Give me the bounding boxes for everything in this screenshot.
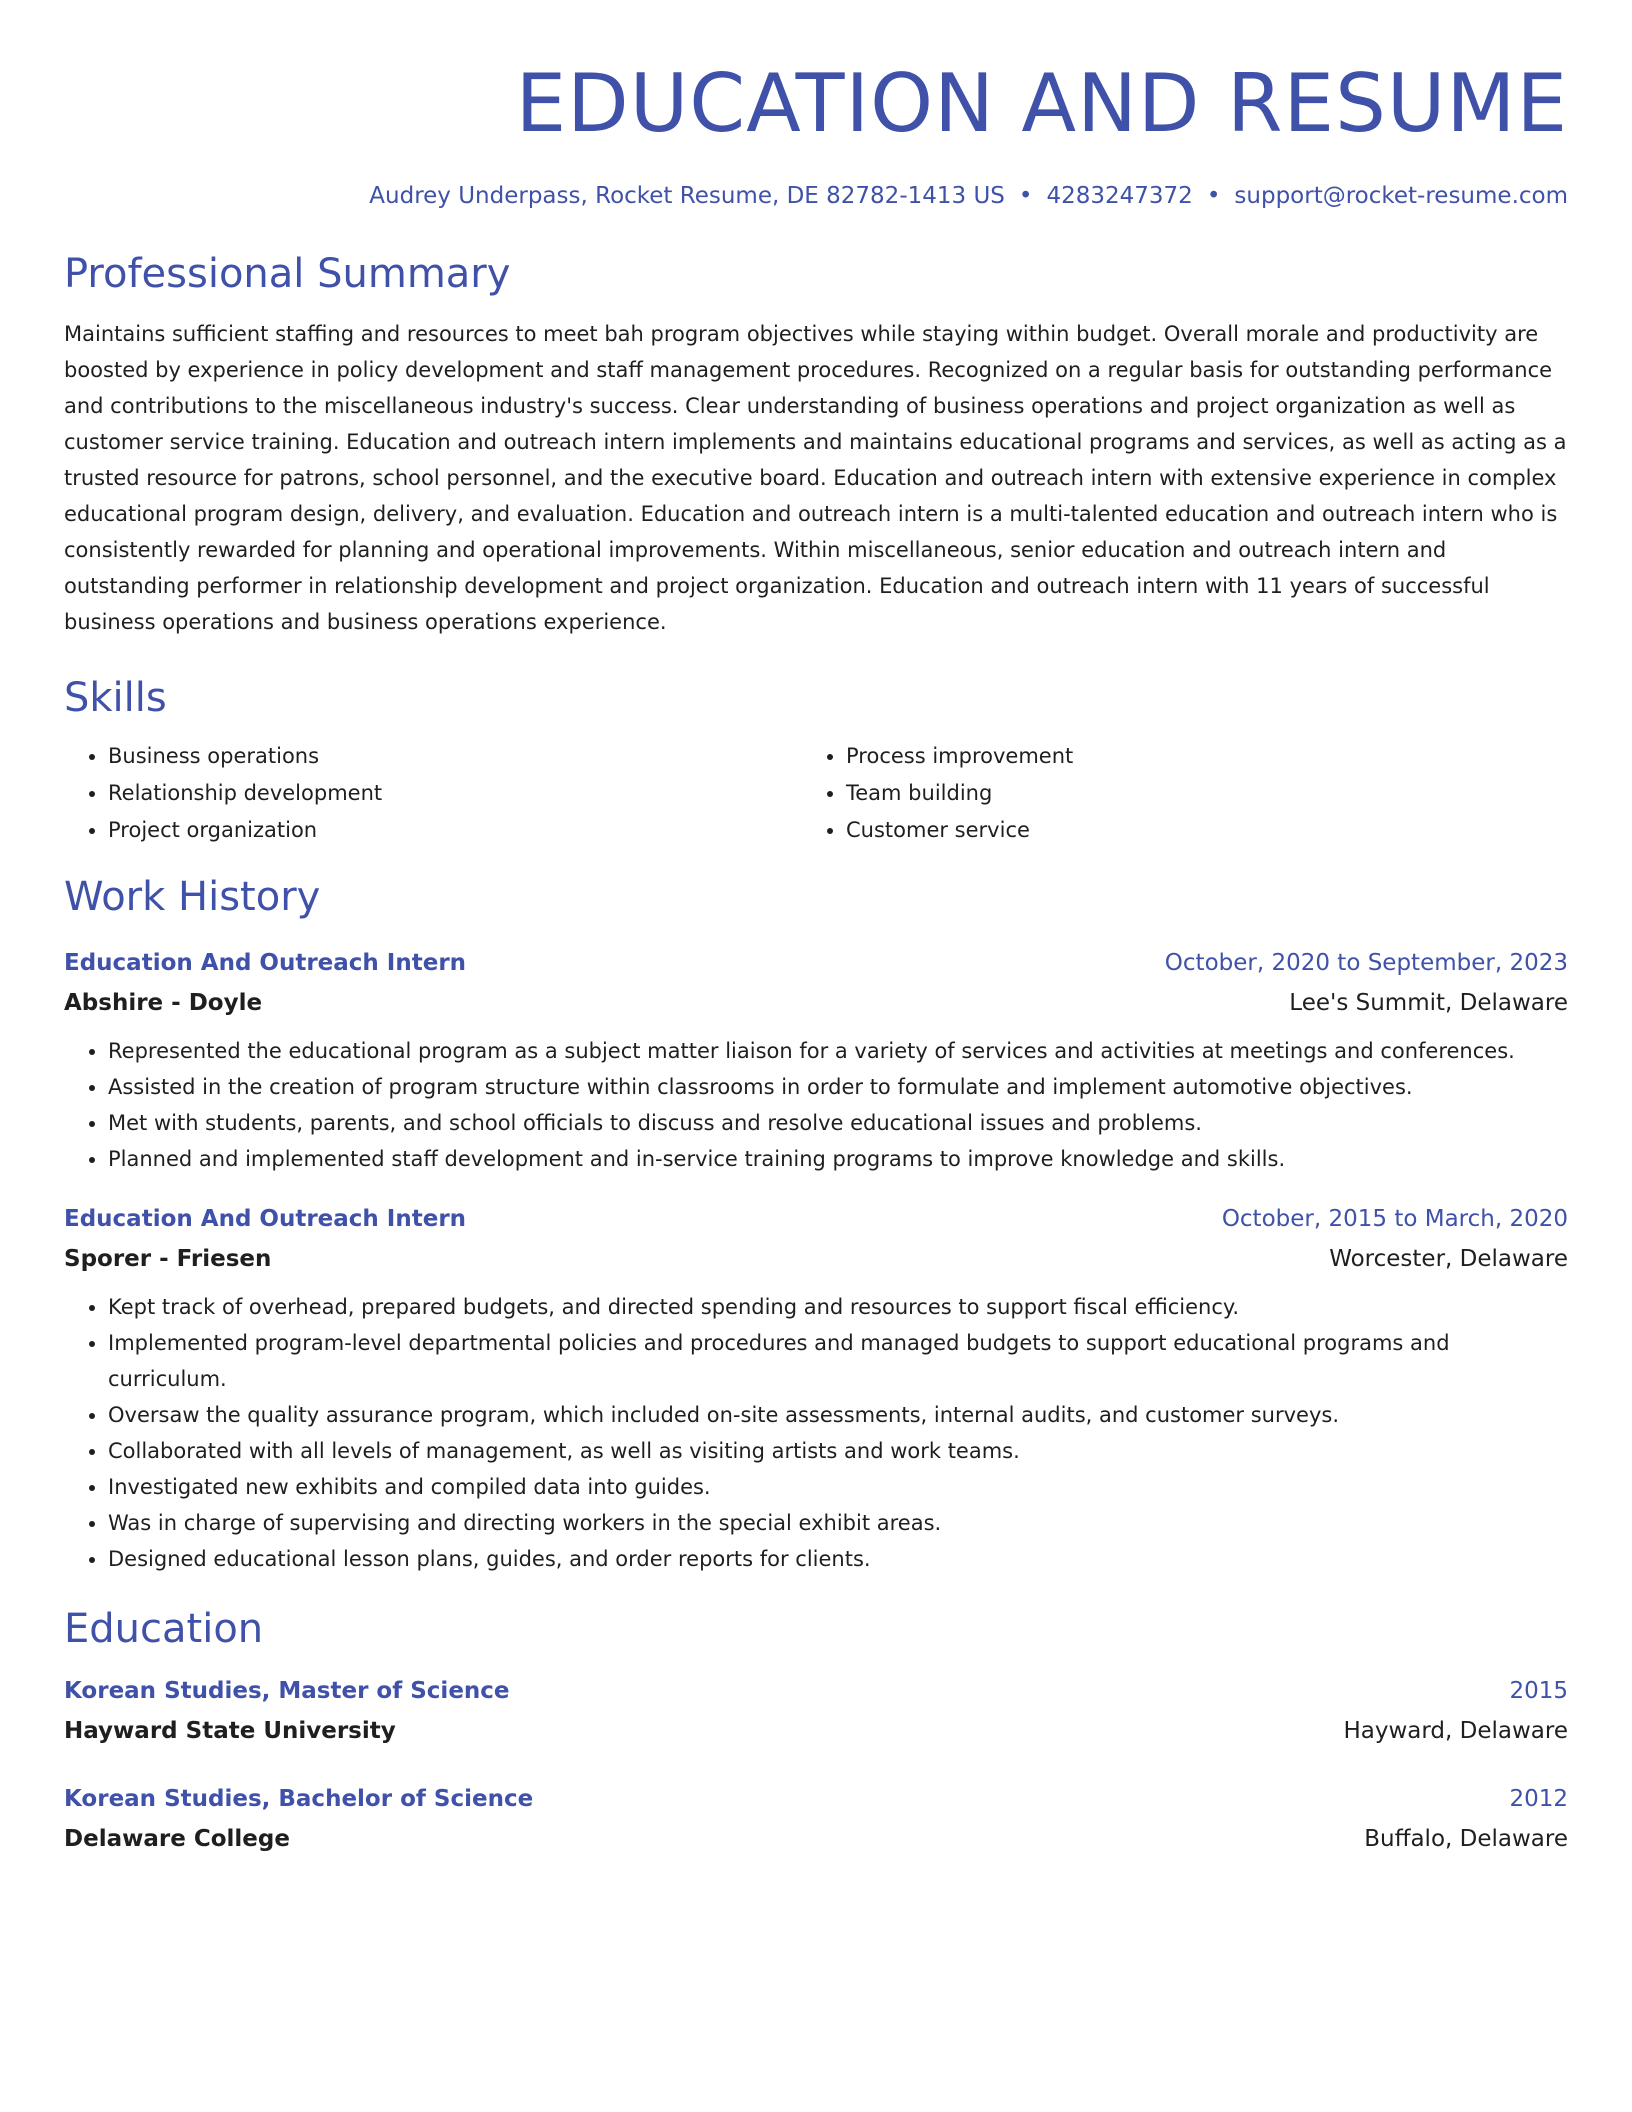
skill-item: • Relationship development xyxy=(108,775,802,812)
job-location: Lee's Summit, Delaware xyxy=(1289,990,1568,1016)
job-bullet: • Planned and implemented staff development and in-service training programs to improve knowledge and skills. xyxy=(108,1141,1568,1177)
graduation-year: 2015 xyxy=(1509,1678,1568,1704)
job-bullets xyxy=(64,1289,1568,1577)
work-history-heading: Work History xyxy=(64,874,321,920)
contact-email: support@rocket-resume.com xyxy=(1234,183,1568,209)
skills-grid xyxy=(64,738,1568,849)
job-bullet: • Was in charge of supervising and directing workers in the special exhibit areas. xyxy=(108,1505,1568,1541)
job-bullet: • Kept track of overhead, prepared budgets, and directed spending and resources to support fiscal efficiency. xyxy=(108,1289,1568,1325)
job-company-row xyxy=(64,983,1568,1023)
skills-heading: Skills xyxy=(64,675,167,721)
contact-phone: 4283247372 xyxy=(1046,183,1193,209)
skill-item: • Team building xyxy=(846,775,1540,812)
job-bullet: • Assisted in the creation of program structure within classrooms in order to formulate and implement automotive objectives. xyxy=(108,1069,1568,1105)
education-header-row xyxy=(64,1779,1568,1819)
resume-title: EDUCATION AND RESUME xyxy=(515,57,1568,150)
job-bullet: • Represented the educational program as a subject matter liaison for a variety of services and activities at meetings and conferences. xyxy=(108,1033,1568,1069)
skill-item: • Business operations xyxy=(108,738,802,775)
contact-line xyxy=(64,180,1568,212)
education-entry xyxy=(64,1779,1568,1859)
job-location: Worcester, Delaware xyxy=(1329,1246,1568,1272)
school-name: Delaware College xyxy=(64,1826,290,1852)
summary-text: Maintains sufficient staffing and resources to meet bah program objectives while staying within budget. Overall morale and productivity are boosted by experience in policy development and staff management procedures. Recognized on a regular basis for outstanding performance and contributions to the miscellaneous industry's success. Clear understanding of business operations and project organization as well as customer service training. Education and outreach intern implements and maintains educational programs and services, as well as acting as a trusted resource for patrons, school personnel, and the executive board. Education and outreach intern with extensive experience in complex educational program design, delivery, and evaluation. Education and outreach intern is a multi-talented education and outreach intern who is consistently rewarded for planning and operational improvements. Within miscellaneous, senior education and outreach intern and outstanding performer in relationship development and project organization. Education and outreach intern with 11 years of successful business operations and business operations experience. xyxy=(64,322,1567,634)
contact-separator: • xyxy=(1018,183,1033,209)
job-company: Sporer - Friesen xyxy=(64,1246,272,1272)
job-bullet: • Met with students, parents, and school officials to discuss and resolve educational issues and problems. xyxy=(108,1105,1568,1141)
contact-address: Audrey Underpass, Rocket Resume, DE 82782-1413 US xyxy=(369,183,1005,209)
education-school-row xyxy=(64,1819,1568,1859)
job-bullet: • Oversaw the quality assurance program, which included on-site assessments, internal audits, and customer surveys. xyxy=(108,1397,1568,1433)
skills-column-left xyxy=(64,738,802,849)
education-heading: Education xyxy=(64,1606,264,1652)
education-school-row xyxy=(64,1711,1568,1751)
education-entry xyxy=(64,1671,1568,1751)
job-dates: October, 2015 to March, 2020 xyxy=(1221,1206,1568,1232)
job-bullet: • Investigated new exhibits and compiled data into guides. xyxy=(108,1469,1568,1505)
school-name: Hayward State University xyxy=(64,1718,396,1744)
education-header-row xyxy=(64,1671,1568,1711)
skill-item: • Process improvement xyxy=(846,738,1540,775)
degree: Korean Studies, Master of Science xyxy=(64,1678,510,1704)
skills-column-right xyxy=(802,738,1540,849)
contact-separator: • xyxy=(1206,183,1221,209)
skill-item: • Customer service xyxy=(846,812,1540,849)
skill-item: • Project organization xyxy=(108,812,802,849)
job-entry xyxy=(64,943,1568,1177)
job-bullet: • Designed educational lesson plans, guides, and order reports for clients. xyxy=(108,1541,1568,1577)
graduation-year: 2012 xyxy=(1509,1786,1568,1812)
job-company-row xyxy=(64,1239,1568,1279)
degree: Korean Studies, Bachelor of Science xyxy=(64,1786,534,1812)
job-company: Abshire - Doyle xyxy=(64,990,263,1016)
job-bullet: • Implemented program-level departmental policies and procedures and managed budgets to support educational programs and curriculum. xyxy=(108,1325,1568,1397)
school-location: Buffalo, Delaware xyxy=(1364,1826,1568,1852)
job-entry xyxy=(64,1199,1568,1577)
job-dates: October, 2020 to September, 2023 xyxy=(1164,950,1568,976)
job-header-row xyxy=(64,943,1568,983)
job-title: Education And Outreach Intern xyxy=(64,1206,467,1232)
job-header-row xyxy=(64,1199,1568,1239)
summary-heading: Professional Summary xyxy=(64,251,511,297)
school-location: Hayward, Delaware xyxy=(1343,1718,1568,1744)
job-title: Education And Outreach Intern xyxy=(64,950,467,976)
job-bullets xyxy=(64,1033,1568,1177)
job-bullet: • Collaborated with all levels of management, as well as visiting artists and work teams. xyxy=(108,1433,1568,1469)
